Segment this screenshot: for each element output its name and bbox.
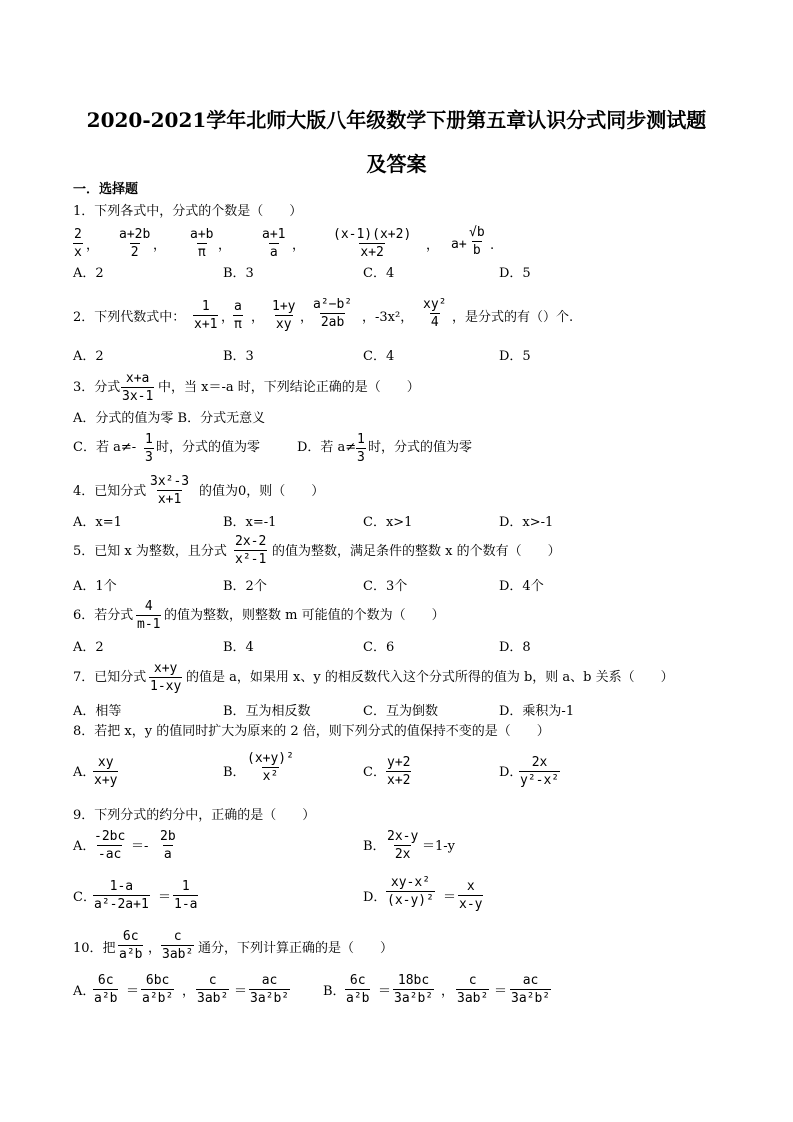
q6-option-b[interactable]: B．4 — [223, 640, 254, 655]
q7-option-d[interactable]: D．乘积为-1 — [499, 704, 575, 719]
q10-stem-post: 通分，下列计算正确的是（ ） — [198, 941, 394, 956]
q7-stem-post: 的值是 a，如果用 x、y 的相反数代入这个分式所得的值为 b，则 a、b 关系（ ） — [186, 670, 674, 685]
q10-stem-pre: 10．把 — [73, 941, 116, 956]
page-title-line2: 及答案 — [366, 152, 427, 176]
q1-expr-6: √b b — [469, 225, 485, 258]
q2-option-b[interactable]: B．3 — [223, 349, 254, 364]
q4-stem-post: 的值为0，则（ ） — [199, 484, 325, 499]
q2-sep-1: ， — [221, 310, 235, 325]
q5-option-c[interactable]: C．3个 — [363, 579, 408, 594]
q2-expr-2: a π — [234, 299, 242, 332]
q2-sep-3: ， — [300, 310, 314, 325]
q1-expr-5: (x-1)(x+2) x+2 — [333, 227, 412, 260]
q6-stem-post: 的值为整数，则整数 m 可能值的个数为（ ） — [164, 608, 445, 623]
q1-expr-6-prefix: a+ — [451, 237, 467, 252]
q7-option-b[interactable]: B．互为相反数 — [223, 704, 311, 719]
q2-expr-1: 1 x+1 — [194, 299, 218, 332]
q1-option-d[interactable]: D．5 — [499, 266, 531, 281]
q7-stem-pre: 7．已知分式 — [73, 670, 147, 685]
q10-fraction-1: 6c a²b — [119, 929, 143, 962]
q6-option-d[interactable]: D．8 — [499, 640, 531, 655]
q1-sep-5: ， — [426, 238, 440, 253]
q7-fraction: x+y 1-xy — [150, 661, 182, 694]
q7-option-c[interactable]: C．互为倒数 — [363, 704, 438, 719]
q10-option-b-f3: c 3ab² — [457, 973, 489, 1006]
q6-option-a[interactable]: A．2 — [73, 640, 104, 655]
q1-expr-4: a+1 a — [262, 227, 286, 260]
q3-stem-pre: 3．分式 — [73, 380, 121, 395]
q5-option-d[interactable]: D．4个 — [499, 579, 544, 594]
q10-option-b-f2: 18bc 3a²b² — [394, 973, 434, 1006]
q3-option-c-post[interactable]: 时，分式的值为零 — [156, 440, 261, 455]
q1-sep-1: ， — [86, 238, 100, 253]
q2-option-c[interactable]: C．4 — [363, 349, 395, 364]
q4-stem-pre: 4．已知分式 — [73, 484, 147, 499]
section-heading: 一．选择题 — [73, 182, 139, 197]
q8-option-c-frac[interactable]: y+2 x+2 — [387, 755, 411, 788]
q9-option-c-label[interactable]: C． — [73, 890, 96, 905]
q9-option-d-frac2: x x-y — [459, 879, 483, 912]
q10-option-a-comma: ， — [182, 984, 196, 999]
q8-option-a-label[interactable]: A． — [73, 765, 96, 780]
q10-sep: ， — [148, 941, 162, 956]
q1-expr-2: a+2b 2 — [119, 227, 151, 260]
q8-option-b-frac[interactable]: (x+y)² x² — [247, 751, 294, 784]
q10-option-a-f2: 6bc a²b² — [142, 973, 174, 1006]
q9-option-a-eq: ＝- — [131, 839, 149, 854]
q10-option-b-label[interactable]: B． — [323, 984, 346, 999]
q9-stem: 9．下列分式的约分中，正确的是（ ） — [73, 808, 316, 823]
q2-expr-4: a²−b² 2ab — [313, 297, 353, 330]
q9-option-c-frac2: 1 1-a — [174, 879, 198, 912]
q10-option-b-f1: 6c a²b — [346, 973, 370, 1006]
q9-option-a-frac2: 2b a — [160, 829, 176, 862]
q4-option-b[interactable]: B．x=-1 — [223, 515, 277, 530]
q10-option-b-eq2: ＝ — [494, 984, 508, 999]
q1-sep-4: ， — [292, 238, 306, 253]
q8-option-a-frac[interactable]: xy x+y — [94, 755, 118, 788]
q5-option-a[interactable]: A．1个 — [73, 579, 117, 594]
q9-option-c-eq: ＝ — [158, 890, 172, 905]
q9-option-d-eq: ＝ — [443, 890, 457, 905]
q8-stem: 8．若把 x，y 的值同时扩大为原来的 2 倍，则下列分式的值保持不变的是（ ） — [73, 724, 550, 739]
q4-option-c[interactable]: C．x>1 — [363, 515, 413, 530]
q1-option-a[interactable]: A．2 — [73, 266, 104, 281]
q1-sep-6: . — [490, 238, 495, 253]
q1-option-b[interactable]: B．3 — [223, 266, 254, 281]
q1-sep-3: ， — [218, 238, 232, 253]
q2-option-a[interactable]: A．2 — [73, 349, 104, 364]
q8-option-b-label[interactable]: B． — [223, 765, 246, 780]
q9-option-b-rhs: ＝1-y — [422, 839, 456, 854]
q10-option-a-label[interactable]: A． — [73, 984, 96, 999]
q10-option-b-comma: ， — [441, 984, 455, 999]
q4-option-d[interactable]: D．x>-1 — [499, 515, 554, 530]
q1-sep-2: ， — [153, 238, 167, 253]
page-title: 2020-2021学年北师大版八年级数学下册第五章认识分式同步测试题 — [86, 108, 707, 132]
q9-option-a-frac1: -2bc -ac — [94, 829, 126, 862]
q5-fraction: 2x-2 x²-1 — [235, 534, 267, 567]
q2-expr-3: 1+y xy — [272, 299, 296, 332]
q2-stem-tail: ，是分式的有（）个. — [452, 310, 574, 325]
q9-option-b-label[interactable]: B． — [363, 839, 386, 854]
q2-expr-5: xy² 4 — [423, 297, 447, 330]
q9-option-d-frac1: xy-x² (x-y)² — [387, 875, 434, 908]
q3-option-d-pre[interactable]: D．若 a≠ — [297, 440, 357, 455]
q2-option-d[interactable]: D．5 — [499, 349, 531, 364]
q1-expr-3: a+b π — [190, 227, 214, 260]
q9-option-b-frac1: 2x-y 2x — [387, 829, 419, 862]
q2-sep-4: ，-3x²， — [362, 310, 414, 325]
q10-option-a-f4: ac 3a²b² — [250, 973, 290, 1006]
q9-option-a-label[interactable]: A． — [73, 839, 96, 854]
q5-stem-post: 的值为整数，满足条件的整数 x 的个数有（ ） — [272, 544, 561, 559]
q10-option-a-eq1: ＝ — [126, 984, 140, 999]
q10-option-a-f3: c 3ab² — [197, 973, 229, 1006]
q10-fraction-2: c 3ab² — [162, 929, 194, 962]
q10-option-a-eq2: ＝ — [234, 984, 248, 999]
q8-option-d-frac[interactable]: 2x y²-x² — [520, 755, 560, 788]
q8-option-d-label[interactable]: D． — [499, 765, 523, 780]
q5-stem-pre: 5．已知 x 为整数，且分式 — [73, 544, 227, 559]
q10-option-b-eq1: ＝ — [378, 984, 392, 999]
q3-option-d-frac: 1 3 — [357, 432, 365, 465]
q2-sep-2: ， — [251, 310, 265, 325]
q3-options-ab[interactable]: A．分式的值为零 B．分式无意义 — [73, 411, 266, 426]
q10-option-a-f1: 6c a²b — [94, 973, 118, 1006]
q2-stem: 2．下列代数式中： — [73, 310, 186, 325]
q1-stem: 1．下列各式中，分式的个数是（ ） — [73, 204, 303, 219]
q9-option-d-label[interactable]: D． — [363, 890, 387, 905]
q10-option-b-f4: ac 3a²b² — [511, 973, 551, 1006]
q4-option-a[interactable]: A．x=1 — [73, 515, 122, 530]
q3-fraction: x+a 3x-1 — [122, 371, 154, 404]
q3-option-d-post[interactable]: 时，分式的值为零 — [368, 440, 473, 455]
q6-stem-pre: 6．若分式 — [73, 608, 134, 623]
q6-option-c[interactable]: C．6 — [363, 640, 395, 655]
q1-expr-1: 2 x — [74, 227, 82, 260]
q3-option-c-pre[interactable]: C．若 a≠- — [73, 440, 137, 455]
q9-option-c-frac1: 1-a a²-2a+1 — [94, 879, 149, 912]
q3-stem-post: 中，当 x＝-a 时，下列结论正确的是（ ） — [158, 380, 420, 395]
q8-option-c-label[interactable]: C． — [363, 765, 386, 780]
q6-fraction: 4 m-1 — [137, 599, 161, 632]
q3-option-c-frac: 1 3 — [145, 432, 153, 465]
q4-fraction: 3x²-3 x+1 — [150, 474, 190, 507]
q5-option-b[interactable]: B．2个 — [223, 579, 267, 594]
q7-option-a[interactable]: A．相等 — [73, 704, 122, 719]
q1-option-c[interactable]: C．4 — [363, 266, 395, 281]
